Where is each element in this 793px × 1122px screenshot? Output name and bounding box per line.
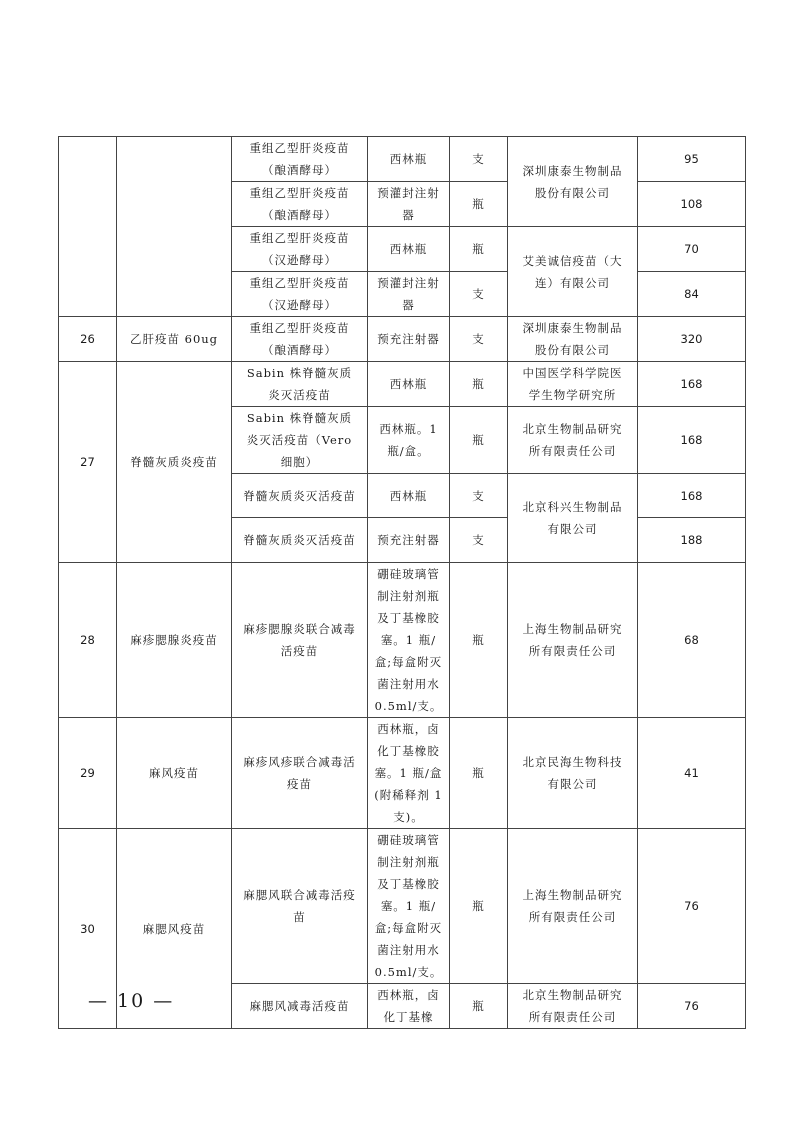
- unit-cell: 瓶: [450, 563, 508, 718]
- price-cell: 168: [638, 474, 746, 518]
- product-name-cell: 麻疹腮腺炎联合减毒活疫苗: [232, 563, 368, 718]
- price-cell: 76: [638, 984, 746, 1029]
- price-cell: 76: [638, 829, 746, 984]
- spec-cell: 西林瓶: [368, 362, 450, 407]
- company-cell: 艾美诚信疫苗（大连）有限公司: [508, 227, 638, 317]
- unit-cell: 支: [450, 317, 508, 362]
- company-cell: 深圳康泰生物制品股份有限公司: [508, 317, 638, 362]
- row-number-cell: 26: [59, 317, 117, 362]
- price-cell: 68: [638, 563, 746, 718]
- product-name-cell: 重组乙型肝炎疫苗（酿酒酵母）: [232, 137, 368, 182]
- row-number-cell: [59, 137, 117, 317]
- generic-name-cell: 麻风疫苗: [117, 718, 232, 829]
- unit-cell: 瓶: [450, 362, 508, 407]
- generic-name-cell: 乙肝疫苗 60ug: [117, 317, 232, 362]
- price-cell: 168: [638, 362, 746, 407]
- product-name-cell: 重组乙型肝炎疫苗（酿酒酵母）: [232, 182, 368, 227]
- spec-cell: 西林瓶: [368, 474, 450, 518]
- spec-cell: 预充注射器: [368, 518, 450, 563]
- company-cell: 上海生物制品研究所有限责任公司: [508, 563, 638, 718]
- row-number-cell: 29: [59, 718, 117, 829]
- spec-cell: 西林瓶: [368, 137, 450, 182]
- spec-cell: 预充注射器: [368, 317, 450, 362]
- price-cell: 41: [638, 718, 746, 829]
- unit-cell: 支: [450, 137, 508, 182]
- price-cell: 84: [638, 272, 746, 317]
- spec-cell: 预灌封注射器: [368, 182, 450, 227]
- table-row: [59, 718, 746, 829]
- company-cell: 北京生物制品研究所有限责任公司: [508, 407, 638, 474]
- spec-cell: 西林瓶。1 瓶/盒。: [368, 407, 450, 474]
- unit-cell: 支: [450, 272, 508, 317]
- product-name-cell: 脊髓灰质炎灭活疫苗: [232, 474, 368, 518]
- table-row: [59, 829, 746, 984]
- company-cell: 北京民海生物科技有限公司: [508, 718, 638, 829]
- unit-cell: 瓶: [450, 718, 508, 829]
- spec-cell: 预灌封注射器: [368, 272, 450, 317]
- company-cell: 中国医学科学院医学生物学研究所: [508, 362, 638, 407]
- price-cell: 95: [638, 137, 746, 182]
- product-name-cell: 重组乙型肝炎疫苗（汉逊酵母）: [232, 272, 368, 317]
- price-cell: 320: [638, 317, 746, 362]
- generic-name-cell: 麻疹腮腺炎疫苗: [117, 563, 232, 718]
- page-number: — 10 —: [88, 990, 175, 1012]
- spec-cell: 西林瓶: [368, 227, 450, 272]
- price-cell: 168: [638, 407, 746, 474]
- product-name-cell: 脊髓灰质炎灭活疫苗: [232, 518, 368, 563]
- company-cell: 北京科兴生物制品有限公司: [508, 474, 638, 563]
- table-row: [59, 317, 746, 362]
- unit-cell: 瓶: [450, 227, 508, 272]
- price-cell: 188: [638, 518, 746, 563]
- spec-cell: 西林瓶，卤化丁基橡: [368, 984, 450, 1029]
- unit-cell: 支: [450, 518, 508, 563]
- company-cell: 上海生物制品研究所有限责任公司: [508, 829, 638, 984]
- spec-cell: 硼硅玻璃管制注射剂瓶及丁基橡胶塞。1 瓶/盒;每盒附灭菌注射用水 0.5ml/支。: [368, 563, 450, 718]
- company-cell: 深圳康泰生物制品股份有限公司: [508, 137, 638, 227]
- unit-cell: 支: [450, 474, 508, 518]
- table-row: [59, 563, 746, 718]
- company-cell: 北京生物制品研究所有限责任公司: [508, 984, 638, 1029]
- product-name-cell: 麻腮风联合减毒活疫苗: [232, 829, 368, 984]
- generic-name-cell: 麻腮风疫苗: [117, 829, 232, 1029]
- generic-name-cell: 脊髓灰质炎疫苗: [117, 362, 232, 563]
- unit-cell: 瓶: [450, 182, 508, 227]
- table-row: [59, 362, 746, 407]
- product-name-cell: 麻腮风减毒活疫苗: [232, 984, 368, 1029]
- product-name-cell: Sabin 株脊髓灰质炎灭活疫苗: [232, 362, 368, 407]
- product-name-cell: 麻疹风疹联合减毒活疫苗: [232, 718, 368, 829]
- vaccine-price-table: [58, 136, 746, 1029]
- price-cell: 70: [638, 227, 746, 272]
- generic-name-cell: [117, 137, 232, 317]
- spec-cell: 硼硅玻璃管制注射剂瓶及丁基橡胶塞。1 瓶/盒;每盒附灭菌注射用水 0.5ml/支。: [368, 829, 450, 984]
- unit-cell: 瓶: [450, 984, 508, 1029]
- unit-cell: 瓶: [450, 407, 508, 474]
- product-name-cell: Sabin 株脊髓灰质炎灭活疫苗（Vero 细胞）: [232, 407, 368, 474]
- row-number-cell: 28: [59, 563, 117, 718]
- spec-cell: 西林瓶，卤化丁基橡胶塞。1 瓶/盒(附稀释剂 1 支)。: [368, 718, 450, 829]
- table-row: [59, 137, 746, 182]
- unit-cell: 瓶: [450, 829, 508, 984]
- product-name-cell: 重组乙型肝炎疫苗（酿酒酵母）: [232, 317, 368, 362]
- row-number-cell: 30: [59, 829, 117, 1029]
- price-cell: 108: [638, 182, 746, 227]
- row-number-cell: 27: [59, 362, 117, 563]
- product-name-cell: 重组乙型肝炎疫苗（汉逊酵母）: [232, 227, 368, 272]
